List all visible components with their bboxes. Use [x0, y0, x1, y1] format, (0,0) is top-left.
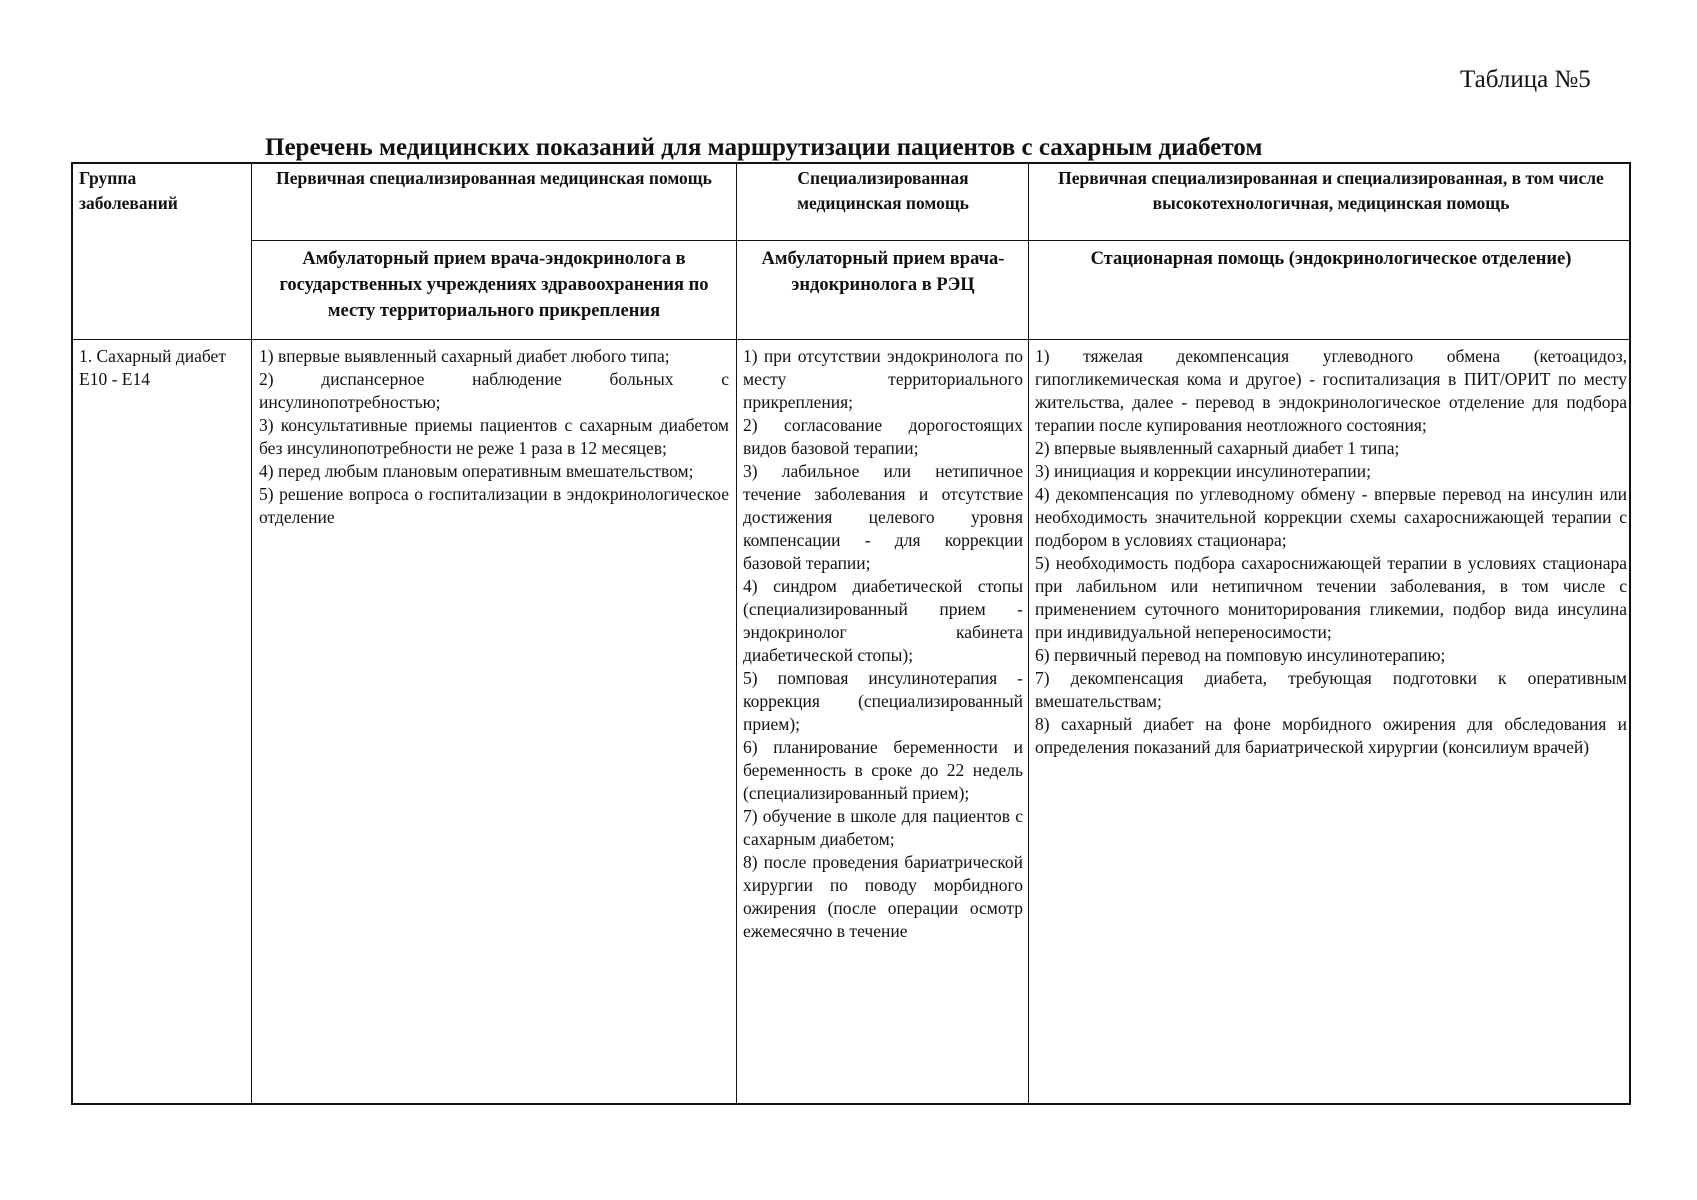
header-primary-care: Первичная специализированная медицинская помощь	[276, 168, 712, 188]
list-item: 4) декомпенсация по углеводному обмену - впервые перевод на инсулин или необходимость значительной коррекции схемы сахароснижающей терапии с подбором в условиях стационара;	[1035, 484, 1627, 550]
document-title: Перечень медицинских показаний для маршрутизации пациентов с сахарным диабетом	[265, 134, 1263, 161]
list-item: 6) планирование беременности и беременность в сроке до 22 недель (специализированный прием);	[743, 737, 1023, 803]
table-number: Таблица №5	[1460, 66, 1591, 93]
subheader-specialized-care: Амбулаторный прием врача-эндокринолога в РЭЦ	[761, 249, 1005, 295]
subheader-inpatient-care: Стационарная помощь (эндокринологическое отделение)	[1090, 249, 1572, 269]
list-item: 2) впервые выявленный сахарный диабет 1 типа;	[1035, 438, 1400, 458]
routing-table	[71, 162, 1631, 1105]
list-item: 2) диспансерное наблюдение больных с инсулинопотребностью;	[259, 369, 729, 412]
list-item: 8) сахарный диабет на фоне морбидного ожирения для обследования и определения показаний для бариатрической хирургии (консилиум врачей)	[1035, 714, 1627, 757]
column-divider	[1028, 164, 1029, 1103]
header-specialized-care: Специализированная медицинская помощь	[797, 168, 969, 213]
row-divider	[73, 339, 1629, 340]
list-item: 4) синдром диабетической стопы (специализированный прием - эндокринолог кабинета диабетической стопы);	[743, 576, 1023, 665]
list-item: 1) тяжелая декомпенсация углеводного обмена (кетоацидоз, гипогликемическая кома и другое) - госпитализация в ПИТ/ОРИТ по месту жительства, далее - перевод в эндокринологическое отделение для подбора терапии после купирования неотложного состояния;	[1035, 346, 1627, 435]
column-divider	[736, 164, 737, 1103]
list-item: 5) решение вопроса о госпитализации в эндокринологическое отделение	[259, 484, 729, 527]
list-item: 3) лабильное или нетипичное течение заболевания и отсутствие достижения целевого уровня компенсации - для коррекции базовой терапии;	[743, 461, 1023, 573]
disease-group-cell: 1. Сахарный диабет E10 - E14	[79, 346, 226, 389]
list-item: 4) перед любым плановым оперативным вмешательством;	[259, 461, 694, 481]
list-item: 1) впервые выявленный сахарный диабет любого типа;	[259, 346, 670, 366]
list-item: 6) первичный перевод на помповую инсулинотерапию;	[1035, 645, 1446, 665]
list-item: 3) инициация и коррекции инсулинотерапии;	[1035, 461, 1371, 481]
column-divider	[251, 164, 252, 1103]
list-item: 7) декомпенсация диабета, требующая подготовки к оперативным вмешательствам;	[1035, 668, 1627, 711]
specialized-care-indications	[743, 345, 1023, 1101]
inpatient-care-indications	[1035, 345, 1627, 1100]
subheader-primary-care: Амбулаторный прием врача-эндокринолога в государственных учреждениях здравоохранения по месту территориального прикрепления	[279, 249, 709, 321]
list-item: 5) помповая инсулинотерапия - коррекция (специализированный прием);	[743, 668, 1023, 734]
list-item: 5) необходимость подбора сахароснижающей терапии в условиях стационара при лабильном или нетипичном течении заболевания, в том числе с применением суточного мониторирования гликемии, подбор вида инсулина при индивидуальной непереносимости;	[1035, 553, 1627, 642]
primary-care-indications	[259, 345, 729, 1100]
header-high-tech-care: Первичная специализированная и специализированная, в том числе высокотехнологичная, медицинская помощь	[1058, 168, 1604, 213]
row-divider	[251, 240, 1629, 241]
header-group: Группа заболеваний	[79, 168, 178, 213]
list-item: 7) обучение в школе для пациентов с сахарным диабетом;	[743, 806, 1023, 849]
list-item: 8) после проведения бариатрической хирургии по поводу морбидного ожирения (после операции осмотр ежемесячно в течение	[743, 852, 1023, 941]
list-item: 2) согласование дорогостоящих видов базовой терапии;	[743, 415, 1023, 458]
list-item: 3) консультативные приемы пациентов с сахарным диабетом без инсулинопотребности не реже 1 раза в 12 месяцев;	[259, 415, 729, 458]
list-item: 1) при отсутствии эндокринолога по месту территориального прикрепления;	[743, 346, 1023, 412]
